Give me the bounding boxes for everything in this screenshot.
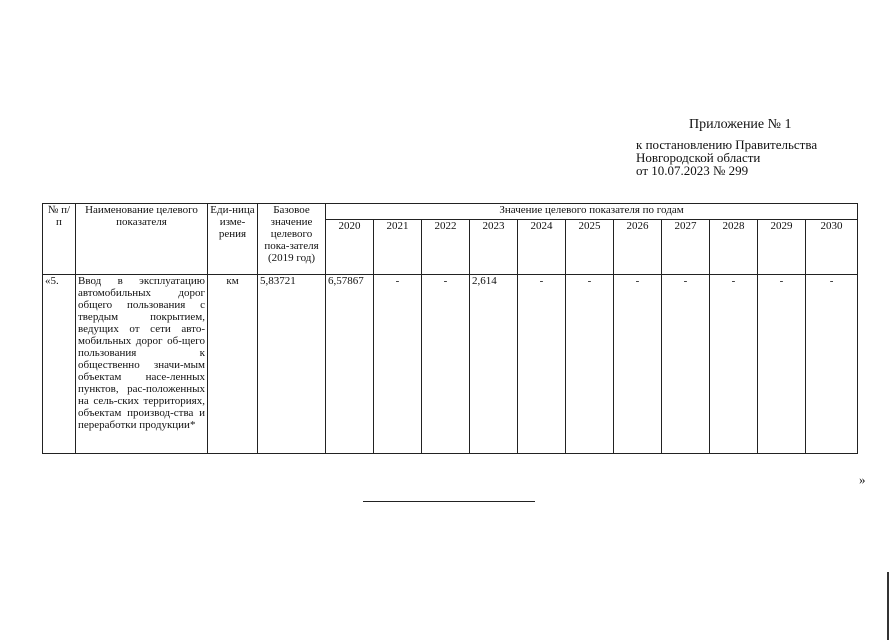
header-base: Базовое значение целевого пока-зателя (2019 год) [258, 204, 326, 275]
year-value: - [518, 275, 566, 454]
appendix-title: Приложение № 1 [689, 117, 792, 132]
year-header: 2023 [470, 220, 518, 275]
indicators-table [42, 203, 858, 454]
separator-line [363, 501, 535, 502]
header-num: № п/п [43, 204, 76, 275]
year-header: 2029 [758, 220, 806, 275]
appendix-line-2: Новгородской области [636, 150, 761, 165]
appendix-header [636, 118, 876, 177]
year-value: - [710, 275, 758, 454]
year-header: 2020 [326, 220, 374, 275]
header-years-group: Значение целевого показателя по годам [326, 204, 858, 220]
appendix-line-1: к постановлению Правительства [636, 137, 818, 152]
year-header: 2021 [374, 220, 422, 275]
table-row [43, 275, 858, 454]
year-value: 2,614 [470, 275, 518, 454]
row-unit: км [208, 275, 258, 454]
year-value: - [806, 275, 858, 454]
year-value: - [422, 275, 470, 454]
appendix-line-3: от 10.07.2023 № 299 [636, 163, 749, 178]
header-unit: Еди-ница изме-рения [208, 204, 258, 275]
year-header: 2027 [662, 220, 710, 275]
closing-quote: » [859, 472, 866, 487]
year-value: 6,57867 [326, 275, 374, 454]
header-name: Наименование целевого показателя [76, 204, 208, 275]
year-header: 2022 [422, 220, 470, 275]
year-value: - [662, 275, 710, 454]
row-base: 5,83721 [258, 275, 326, 454]
row-name: Ввод в эксплуатацию автомобильных дорог общего пользования с твердым покрытием, ведущих от сети авто-мобильных дорог об-щего пользования к общественно значи-мым объектам насе-ленных пунктов, рас-положенных на сель-ских территориях, объектам производ-ства и переработки продукции* [76, 275, 208, 454]
scan-edge-mark [887, 572, 889, 640]
year-value: - [614, 275, 662, 454]
year-header: 2026 [614, 220, 662, 275]
row-num: «5. [43, 275, 76, 454]
year-header: 2024 [518, 220, 566, 275]
year-header: 2030 [806, 220, 858, 275]
year-value: - [566, 275, 614, 454]
year-value: - [374, 275, 422, 454]
year-header: 2025 [566, 220, 614, 275]
year-header: 2028 [710, 220, 758, 275]
year-value: - [758, 275, 806, 454]
